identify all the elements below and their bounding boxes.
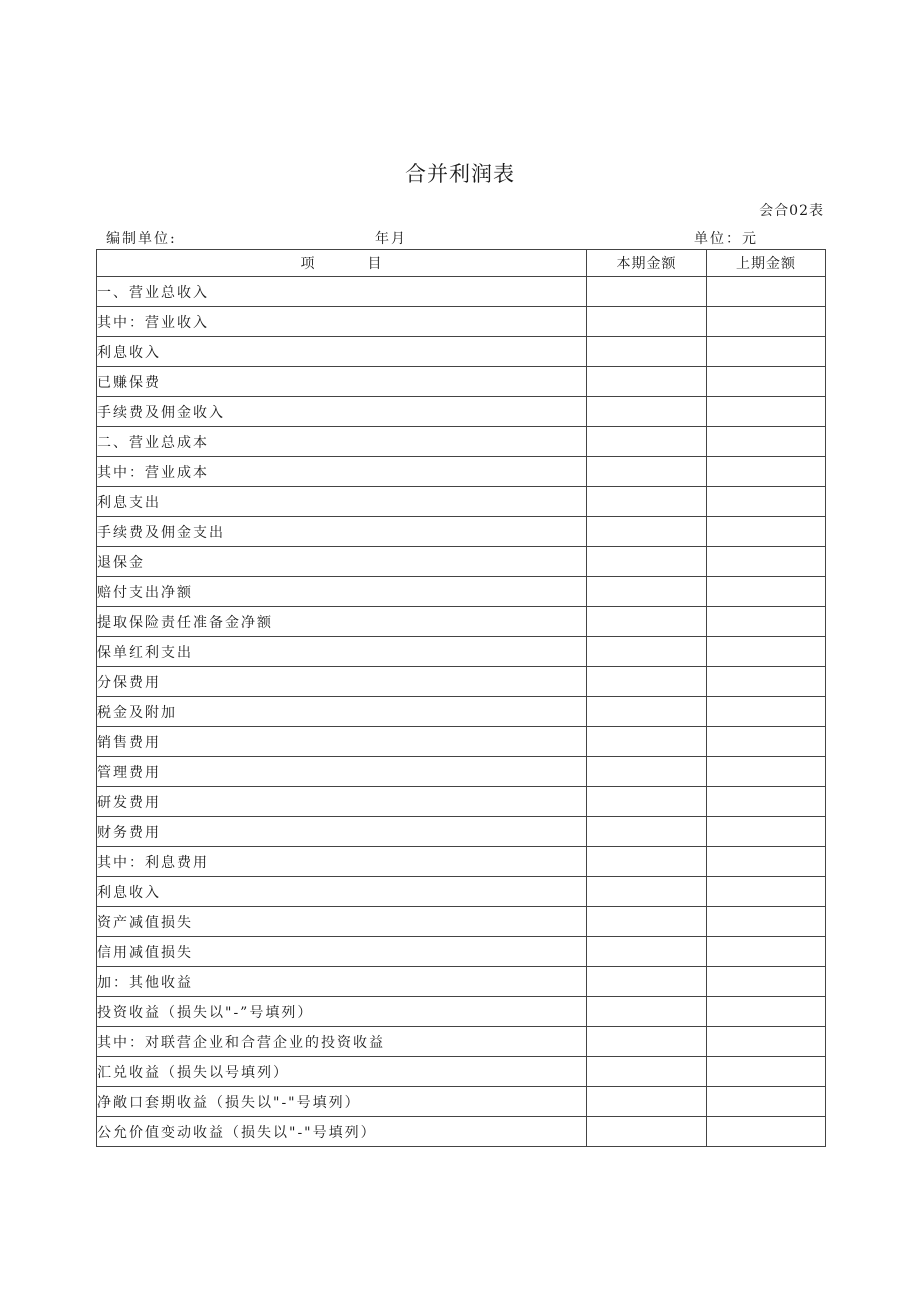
table-row	[97, 727, 826, 757]
header-current-period: 本期金额	[587, 250, 707, 277]
prior-period-amount-cell[interactable]	[707, 937, 826, 967]
table-row	[97, 487, 826, 517]
header-row	[97, 250, 826, 277]
table-row	[97, 667, 826, 697]
current-period-amount-cell[interactable]	[587, 907, 707, 937]
prior-period-amount-cell[interactable]	[707, 607, 826, 637]
prior-period-amount-cell[interactable]	[707, 907, 826, 937]
table-row	[97, 367, 826, 397]
prior-period-amount-cell[interactable]	[707, 637, 826, 667]
prior-period-amount-cell[interactable]	[707, 277, 826, 307]
table-row	[97, 997, 826, 1027]
table-row	[97, 607, 826, 637]
table-row	[97, 757, 826, 787]
header-item	[97, 250, 587, 277]
row-item-label: 利息收入	[97, 337, 587, 367]
row-item-label: 已赚保费	[97, 367, 587, 397]
prior-period-amount-cell[interactable]	[707, 667, 826, 697]
prior-period-amount-cell[interactable]	[707, 727, 826, 757]
table-row	[97, 307, 826, 337]
header-prior-period: 上期金额	[707, 250, 826, 277]
current-period-amount-cell[interactable]	[587, 367, 707, 397]
header-item-part2: 目	[367, 256, 383, 272]
row-item-label: 资产减值损失	[97, 907, 587, 937]
prior-period-amount-cell[interactable]	[707, 337, 826, 367]
prior-period-amount-cell[interactable]	[707, 997, 826, 1027]
table-row	[97, 907, 826, 937]
prior-period-amount-cell[interactable]	[707, 1027, 826, 1057]
prior-period-amount-cell[interactable]	[707, 547, 826, 577]
row-item-label: 税金及附加	[97, 697, 587, 727]
header-item-part1: 项	[300, 256, 316, 272]
current-period-amount-cell[interactable]	[587, 517, 707, 547]
current-period-amount-cell[interactable]	[587, 607, 707, 637]
page-title: 合并利润表	[405, 162, 515, 186]
row-item-label: 利息收入	[97, 877, 587, 907]
row-item-label: 二、营业总成本	[97, 427, 587, 457]
current-period-amount-cell[interactable]	[587, 547, 707, 577]
prior-period-amount-cell[interactable]	[707, 967, 826, 997]
current-period-amount-cell[interactable]	[587, 1117, 707, 1147]
current-period-amount-cell[interactable]	[587, 667, 707, 697]
table-row	[97, 637, 826, 667]
compiling-unit-label: 编制单位:	[106, 231, 177, 247]
table-row	[97, 457, 826, 487]
current-period-amount-cell[interactable]	[587, 937, 707, 967]
meta-line	[0, 228, 920, 248]
current-period-amount-cell[interactable]	[587, 337, 707, 367]
row-item-label: 手续费及佣金收入	[97, 397, 587, 427]
prior-period-amount-cell[interactable]	[707, 1087, 826, 1117]
table-row	[97, 1117, 826, 1147]
table-row	[97, 277, 826, 307]
form-code: 会合02表	[759, 203, 824, 219]
row-item-label: 研发费用	[97, 787, 587, 817]
table-row	[97, 547, 826, 577]
prior-period-amount-cell[interactable]	[707, 577, 826, 607]
row-item-label: 其中：利息费用	[97, 847, 587, 877]
row-item-label: 手续费及佣金支出	[97, 517, 587, 547]
row-item-label: 其中：对联营企业和合营企业的投资收益	[97, 1027, 587, 1057]
table-row	[97, 1087, 826, 1117]
prior-period-amount-cell[interactable]	[707, 877, 826, 907]
table-row	[97, 517, 826, 547]
current-period-amount-cell[interactable]	[587, 1027, 707, 1057]
current-period-amount-cell[interactable]	[587, 997, 707, 1027]
prior-period-amount-cell[interactable]	[707, 457, 826, 487]
table-row	[97, 787, 826, 817]
prior-period-amount-cell[interactable]	[707, 1117, 826, 1147]
prior-period-amount-cell[interactable]	[707, 487, 826, 517]
current-period-amount-cell[interactable]	[587, 727, 707, 757]
table-row	[97, 1057, 826, 1087]
current-period-amount-cell[interactable]	[587, 637, 707, 667]
table-row	[97, 427, 826, 457]
prior-period-amount-cell[interactable]	[707, 307, 826, 337]
table-row	[97, 817, 826, 847]
current-period-amount-cell[interactable]	[587, 577, 707, 607]
current-period-amount-cell[interactable]	[587, 877, 707, 907]
current-period-amount-cell[interactable]	[587, 697, 707, 727]
row-item-label: 保单红利支出	[97, 637, 587, 667]
currency-unit-label: 单位：元	[694, 231, 758, 247]
table-row	[97, 577, 826, 607]
prior-period-amount-cell[interactable]	[707, 847, 826, 877]
prior-period-amount-cell[interactable]	[707, 1057, 826, 1087]
row-item-label: 财务费用	[97, 817, 587, 847]
table-row	[97, 697, 826, 727]
row-item-label: 投资收益（损失以"-”号填列）	[97, 997, 587, 1027]
current-period-amount-cell[interactable]	[587, 487, 707, 517]
table-row	[97, 397, 826, 427]
table-row	[97, 967, 826, 997]
row-item-label: 汇兑收益（损失以号填列）	[97, 1057, 587, 1087]
date-label: 年月	[375, 231, 407, 247]
row-item-label: 退保金	[97, 547, 587, 577]
prior-period-amount-cell[interactable]	[707, 517, 826, 547]
row-item-label: 一、营业总收入	[97, 277, 587, 307]
row-item-label: 加：其他收益	[97, 967, 587, 997]
current-period-amount-cell[interactable]	[587, 847, 707, 877]
current-period-amount-cell[interactable]	[587, 787, 707, 817]
current-period-amount-cell[interactable]	[587, 277, 707, 307]
table-row	[97, 847, 826, 877]
row-item-label: 其中：营业收入	[97, 307, 587, 337]
row-item-label: 信用减值损失	[97, 937, 587, 967]
row-item-label: 销售费用	[97, 727, 587, 757]
prior-period-amount-cell[interactable]	[707, 427, 826, 457]
row-item-label: 其中：营业成本	[97, 457, 587, 487]
prior-period-amount-cell[interactable]	[707, 367, 826, 397]
current-period-amount-cell[interactable]	[587, 967, 707, 997]
income-statement-table	[96, 249, 826, 1147]
current-period-amount-cell[interactable]	[587, 457, 707, 487]
table-row	[97, 937, 826, 967]
prior-period-amount-cell[interactable]	[707, 757, 826, 787]
current-period-amount-cell[interactable]	[587, 427, 707, 457]
current-period-amount-cell[interactable]	[587, 1087, 707, 1117]
current-period-amount-cell[interactable]	[587, 757, 707, 787]
row-item-label: 管理费用	[97, 757, 587, 787]
current-period-amount-cell[interactable]	[587, 397, 707, 427]
current-period-amount-cell[interactable]	[587, 1057, 707, 1087]
table-row	[97, 337, 826, 367]
prior-period-amount-cell[interactable]	[707, 787, 826, 817]
current-period-amount-cell[interactable]	[587, 817, 707, 847]
table-row	[97, 1027, 826, 1057]
table-body	[97, 277, 826, 1147]
row-item-label: 净敞口套期收益（损失以"-"号填列）	[97, 1087, 587, 1117]
prior-period-amount-cell[interactable]	[707, 697, 826, 727]
table-row	[97, 877, 826, 907]
row-item-label: 提取保险责任准备金净额	[97, 607, 587, 637]
prior-period-amount-cell[interactable]	[707, 397, 826, 427]
row-item-label: 赔付支出净额	[97, 577, 587, 607]
current-period-amount-cell[interactable]	[587, 307, 707, 337]
prior-period-amount-cell[interactable]	[707, 817, 826, 847]
row-item-label: 公允价值变动收益（损失以"-"号填列）	[97, 1117, 587, 1147]
row-item-label: 利息支出	[97, 487, 587, 517]
row-item-label: 分保费用	[97, 667, 587, 697]
